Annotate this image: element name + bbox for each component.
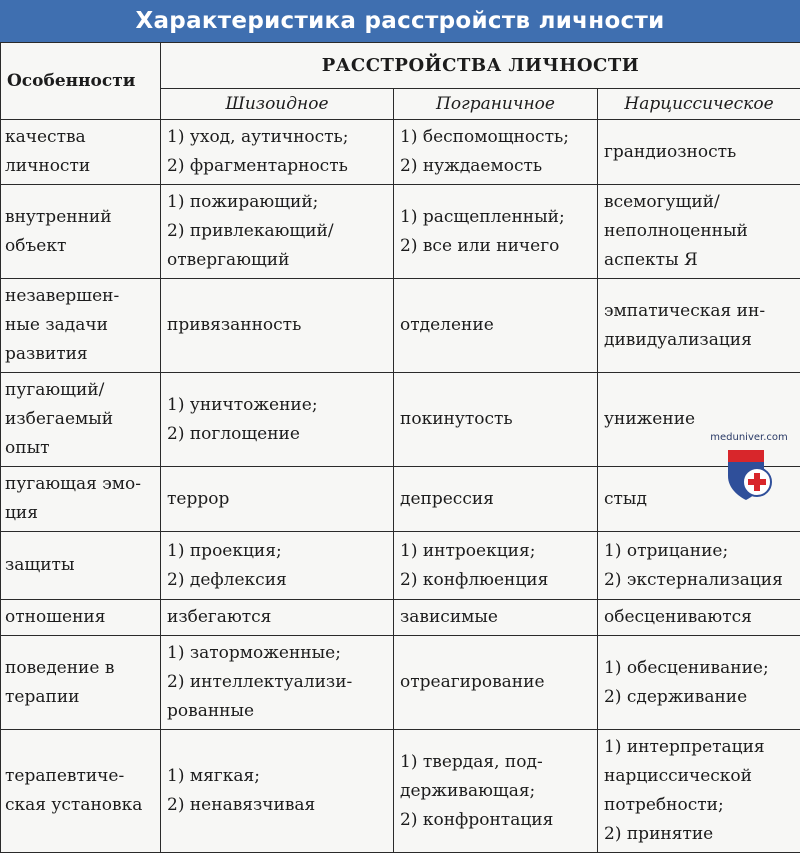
features-header-label: Особенности [7,71,135,91]
cell-text-line: 1) обесценивание; [604,654,794,683]
table-cell [394,185,598,279]
table-row [1,120,800,185]
cell-text-line: 1) интерпретация [604,733,794,762]
table-row [1,279,800,373]
column-header-narcissistic [598,89,800,120]
row-label [1,600,161,636]
cell-text-line: опыт [5,434,154,463]
cell-text-line: унижение [604,405,794,434]
row-label [1,279,161,373]
cell-text-line: терапевтиче- [5,762,154,791]
cell-text-line: поведение в [5,654,154,683]
table-cell [161,185,394,279]
cell-text-line: незавершен- [5,282,154,311]
cell-text-line: привязанность [167,311,387,340]
table-cell [394,532,598,600]
cell-text-line: 2) интеллектуализи- [167,668,387,697]
cell-text-line: 1) уничтожение; [167,391,387,420]
cell-text-line: 1) твердая, под- [400,748,591,777]
table-row [1,373,800,467]
column-header-schizoid [161,89,394,120]
table-cell [598,120,800,185]
table-cell [161,373,394,467]
cell-text-line: эмпатическая ин- [604,297,794,326]
cell-text-line: пугающий/ [5,376,154,405]
watermark-text: meduniver.com [708,432,790,443]
cell-text-line: отношения [5,603,154,632]
cell-text-line: избегаемый [5,405,154,434]
cell-text-line: 1) мягкая; [167,762,387,791]
cell-text-line: 1) проекция; [167,537,387,566]
cell-text-line: защиты [5,551,154,580]
table-row [1,185,800,279]
page-title-banner [0,0,800,42]
row-label [1,373,161,467]
table-cell [161,636,394,730]
cell-text-line: 1) уход, аутичность; [167,123,387,152]
cell-text-line: 2) конфронтация [400,806,591,835]
table-row [1,532,800,600]
cell-text-line: 1) отрицание; [604,537,794,566]
cell-text-line: всемогущий/ [604,188,794,217]
column-header-label: Пограничное [436,94,555,114]
table-cell [161,279,394,373]
cell-text-line: пугающая эмо- [5,470,154,499]
cell-text-line: отвергающий [167,246,387,275]
cell-text-line: развития [5,340,154,369]
table-cell [598,600,800,636]
cell-text-line: терапии [5,683,154,712]
cell-text-line: качества [5,123,154,152]
disorders-group-header-label: РАССТРОЙСТВА ЛИЧНОСТИ [322,55,640,76]
table-cell [394,600,598,636]
table-cell [161,730,394,853]
table-cell [598,636,800,730]
watermark-logo [708,432,790,502]
cell-text-line: дивидуализация [604,326,794,355]
cell-text-line: объект [5,232,154,261]
cell-text-line: 1) интроекция; [400,537,591,566]
cell-text-line: ская установка [5,791,154,820]
table-cell [598,279,800,373]
features-header [1,43,161,120]
cell-text-line: ные задачи [5,311,154,340]
row-label [1,120,161,185]
table-cell [598,730,800,853]
row-label [1,467,161,532]
table-cell [394,120,598,185]
table-cell [394,636,598,730]
cell-text-line: 1) заторможенные; [167,639,387,668]
cell-text-line: покинутость [400,405,591,434]
cell-text-line: 2) дефлексия [167,566,387,595]
cell-text-line: 2) ненавязчивая [167,791,387,820]
cell-text-line: 2) экстернализация [604,566,794,595]
cell-text-line: депрессия [400,485,591,514]
cell-text-line: 2) привлекающий/ [167,217,387,246]
cell-text-line: стыд [604,485,794,514]
cell-text-line: неполноценный [604,217,794,246]
cell-text-line: рованные [167,697,387,726]
row-label [1,636,161,730]
table-cell [161,600,394,636]
disorders-group-header [161,43,800,89]
cell-text-line: грандиозность [604,138,794,167]
table-cell [161,532,394,600]
cell-text-line: 2) принятие [604,820,794,849]
column-header-borderline [394,89,598,120]
table-row [1,600,800,636]
column-header-label: Нарциссическое [624,94,773,114]
cell-text-line: аспекты Я [604,246,794,275]
cell-text-line: 2) конфлюенция [400,566,591,595]
cell-text-line: потребности; [604,791,794,820]
cell-text-line: отделение [400,311,591,340]
table-cell [598,185,800,279]
cell-text-line: 1) расщепленный; [400,203,591,232]
cell-text-line: внутренний [5,203,154,232]
cell-text-line: избегаются [167,603,387,632]
row-label [1,730,161,853]
table-cell [161,120,394,185]
cell-text-line: 2) все или ничего [400,232,591,261]
cell-text-line: 2) нуждаемость [400,152,591,181]
column-header-label: Шизоидное [225,94,328,114]
table-cell [161,467,394,532]
personality-disorders-table [0,42,800,853]
page-title: Характеристика расстройств личности [135,8,664,34]
cell-text-line: обесцениваются [604,603,794,632]
row-label [1,185,161,279]
table-cell [394,467,598,532]
table-row [1,636,800,730]
table-row [1,467,800,532]
cell-text-line: 2) поглощение [167,420,387,449]
cell-text-line: отреагирование [400,668,591,697]
cell-text-line: террор [167,485,387,514]
cell-text-line: личности [5,152,154,181]
cell-text-line: 1) пожирающий; [167,188,387,217]
table-cell [394,730,598,853]
table-row [1,730,800,853]
cell-text-line: 2) сдерживание [604,683,794,712]
table-cell [598,532,800,600]
cell-text-line: 1) беспомощность; [400,123,591,152]
row-label [1,532,161,600]
shield-cross-icon [724,446,774,502]
cell-text-line: зависимые [400,603,591,632]
cell-text-line: держивающая; [400,777,591,806]
table-cell [394,279,598,373]
table-cell [394,373,598,467]
cell-text-line: 2) фрагментарность [167,152,387,181]
cell-text-line: ция [5,499,154,528]
cell-text-line: нарциссической [604,762,794,791]
